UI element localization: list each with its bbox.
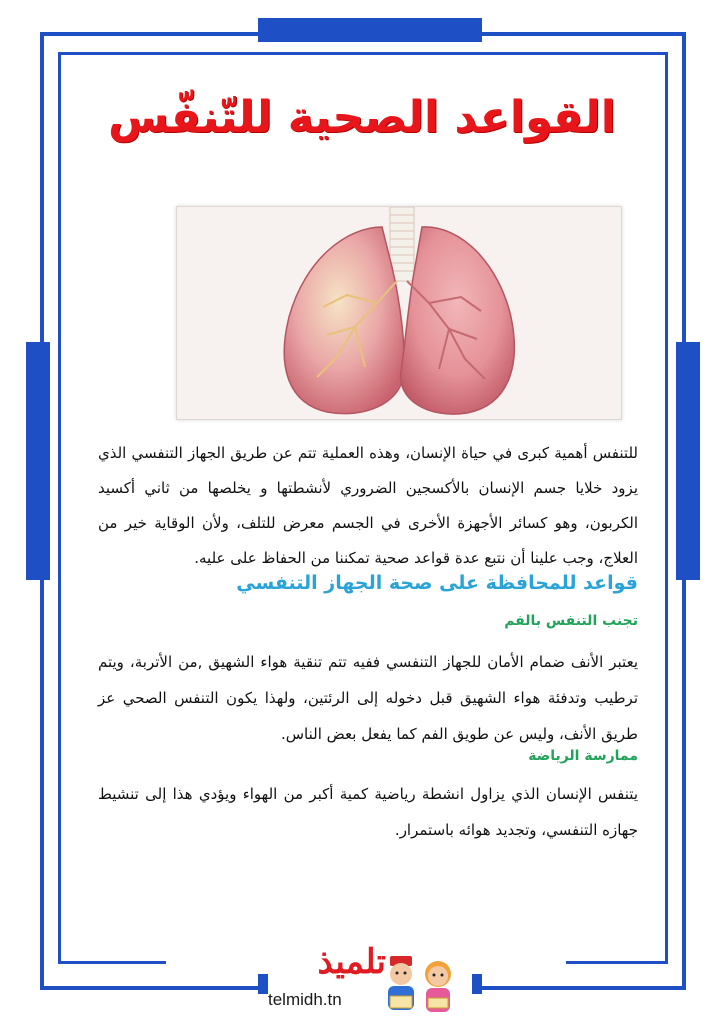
frame-inner-right <box>665 52 668 964</box>
frame-inner-bottom-left <box>58 961 166 964</box>
telmidh-logo[interactable] <box>268 944 464 1024</box>
frame-right-bar <box>676 342 700 580</box>
lungs-drawing <box>177 207 621 419</box>
frame-inner-bottom-right <box>566 961 668 964</box>
page-title: القواعد الصحية للتّنفّس <box>108 92 616 143</box>
kids-reading-icon <box>382 954 462 1020</box>
logo-latin-text: telmidh.tn <box>268 990 342 1009</box>
rule-text-exercise: يتنفس الإنسان الذي يزاول انشطة رياضية كمية أكبر من الهواء ويؤدي هذا إلى تنشيط جهازه التنفسي، وتجديد هوائه باستمرار. <box>98 785 638 839</box>
frame-outer-bottom-right <box>480 986 686 990</box>
frame-bottom-bar-right <box>472 974 482 994</box>
frame-top-bar <box>258 18 482 42</box>
frame-inner-left <box>58 52 61 964</box>
frame-bottom-bar-left <box>258 974 268 994</box>
logo-arabic-text: تلميذ <box>317 942 386 982</box>
frame-inner-top <box>58 52 668 55</box>
rule-heading-mouth-breathing: تجنب التنفس بالفم <box>504 613 638 629</box>
rule-heading-exercise: ممارسة الرياضة <box>528 748 638 764</box>
lungs-illustration <box>176 206 622 420</box>
frame-outer-bottom-left <box>40 986 260 990</box>
section-heading: قواعد للمحافظة على صحة الجهاز التنفسي <box>236 572 638 594</box>
frame-left-bar <box>26 342 50 580</box>
intro-paragraph: للتنفس أهمية كبرى في حياة الإنسان، وهذه العملية تتم عن طريق الجهاز التنفسي الذي يزود خلايا جسم الإنسان بالأكسجين الضروري لأنشطتها و يخلصها من ثاني أكسيد الكربون، وهو كسائر الأجهزة الأخرى في الجسم معرض للتلف، ولأن الوقاية خير من العلاج، وجب علينا أن نتبع عدة قواعد صحية تمكننا من الحفاظ على عليه. <box>98 444 638 567</box>
rule-text-mouth-breathing: يعتبر الأنف ضمام الأمان للجهاز التنفسي ففيه تتم تنقية هواء الشهيق ,من الأتربة، ويتم ترطيب وتدفئة هواء الشهيق قبل دخوله إلى الرئتين، ولهذا يكون التنفس الصحي عز طريق الأنف، وليس عن طويق الفم كما يفعل بعض الناس. <box>98 653 638 743</box>
